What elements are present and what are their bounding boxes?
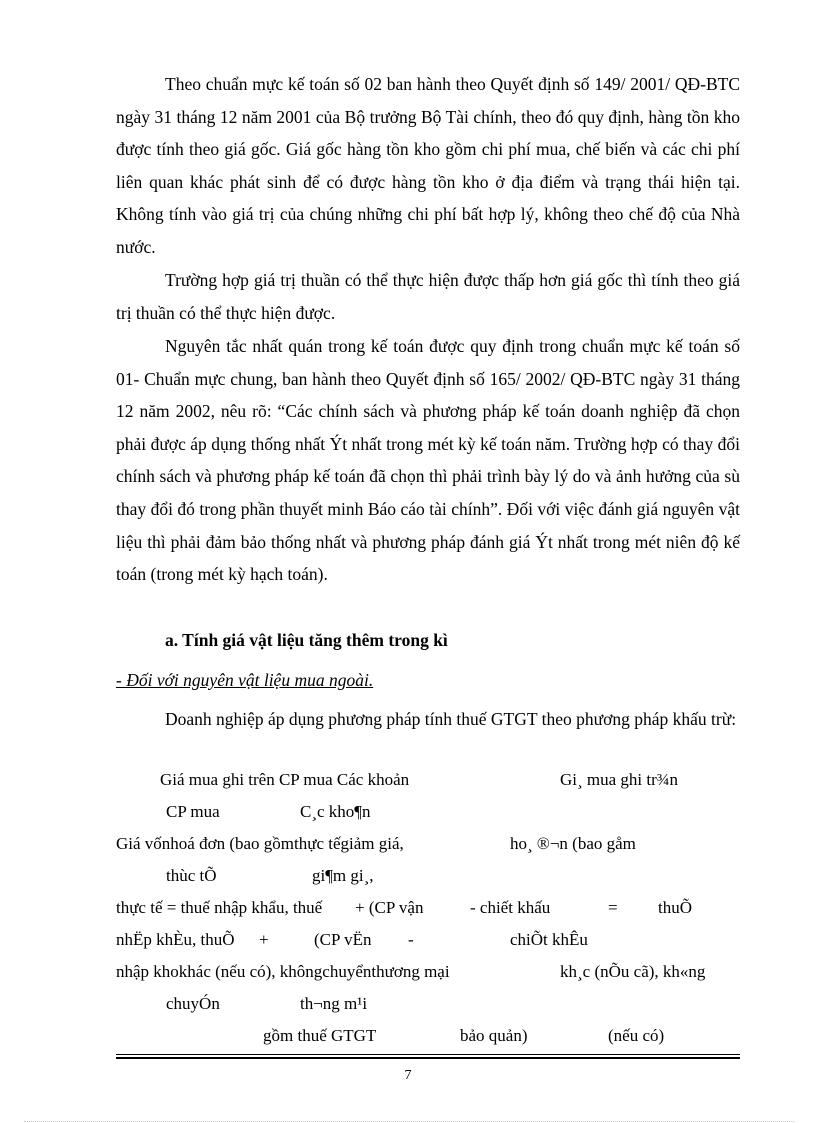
formula-text: kh¸c (nÕu cã), kh«ng <box>560 962 706 981</box>
formula-text: nhËp khÈu, thuÕ <box>116 930 235 949</box>
footer-rule-thick <box>116 1057 740 1059</box>
section-heading: a. Tính giá vật liệu tăng thêm trong kì <box>165 630 448 650</box>
formula-text: chiÕt khÊu <box>510 930 588 949</box>
formula-text: gi¶m gi¸, <box>312 866 374 885</box>
formula-text: Gi¸ mua ghi tr¾n <box>560 770 679 789</box>
formula-text: - <box>408 930 414 949</box>
subheading: - Đối với nguyên vật liệu mua ngoài. <box>116 670 374 690</box>
formula-text: C¸c kho¶n <box>300 802 371 821</box>
page-number: 7 <box>404 1068 412 1083</box>
formula-text: + (CP vận <box>355 898 424 917</box>
formula-text: Giá mua ghi trên CP mua Các khoản <box>160 770 410 789</box>
formula-text: thùc tÕ <box>166 866 217 885</box>
formula-text: th¬ng m¹i <box>300 994 368 1013</box>
intro-paragraph: Doanh nghiệp áp dụng phương pháp tính thuế GTGT theo phương pháp khấu trừ: <box>165 709 737 729</box>
formula-text: + <box>259 930 269 949</box>
footer-rule-thin <box>116 1054 740 1055</box>
formula-text: - chiết khấu <box>470 898 551 917</box>
formula-text: thuÕ <box>658 898 692 917</box>
formula-text: chuyÓn <box>166 994 220 1013</box>
page-border-dots <box>24 1121 794 1122</box>
paragraph-1: Theo chuẩn mực kế toán số 02 ban hành theo Quyết định số 149/ 2001/ QĐ-BTC ngày 31 tháng 12 năm 2001 của Bộ trưởng Bộ Tài chính, theo đó quy định, hàng tồn kho được tính theo giá gốc. Giá gốc hàng tồn kho gồm chi phí mua, chế biến và các chi phí liên quan khác phát sinh để có được hàng tồn kho ở địa điểm và trạng thái hiện tại. Không tính vào giá trị của chúng những chi phí bất hợp lý, không theo chế độ của Nhà nước. <box>116 74 740 257</box>
formula-text: gồm thuế GTGT <box>263 1026 377 1045</box>
formula-text: Giá vốnhoá đơn (bao gồmthực tếgiảm giá, <box>116 834 404 853</box>
formula-text: ho¸ ®¬n (bao gåm <box>510 834 636 853</box>
formula-text: = <box>608 898 618 917</box>
formula-text: (CP vËn <box>314 930 372 949</box>
formula-text: (nếu có) <box>608 1026 665 1045</box>
paragraph-2: Trường hợp giá trị thuần có thể thực hiện được thấp hơn giá gốc thì tính theo giá trị thuần có thể thực hiện được. <box>116 270 740 323</box>
formula-text: CP mua <box>166 802 220 821</box>
formula-text: thực tế = thuế nhập khẩu, thuế <box>116 898 323 917</box>
formula-text: nhập khokhác (nếu có), khôngchuyểnthương mại <box>116 962 450 981</box>
formula-text: bảo quản) <box>460 1026 528 1045</box>
paragraph-3: Nguyên tắc nhất quán trong kế toán được quy định trong chuẩn mực kế toán số 01- Chuẩn mực chung, ban hành theo Quyết định số 165/ 2002/ QĐ-BTC ngày 31 tháng 12 năm 2002, nêu rõ: “Các chính sách và phương pháp kế toán doanh nghiệp đã chọn phải được áp dụng thống nhất Ýt nhất trong mét kỳ kế toán năm. Trường hợp có thay đổi chính sách và phương pháp kế toán đã chọn thì phải trình bày lý do và ảnh hưởng của sù thay đổi đó trong phần thuyết minh Báo cáo tài chính”. Đối với việc đánh giá nguyên vật liệu thì phải đảm bảo thống nhất và phương pháp đánh giá Ýt nhất trong mét niên độ kế toán (trong mét kỳ hạch toán). <box>116 336 740 585</box>
